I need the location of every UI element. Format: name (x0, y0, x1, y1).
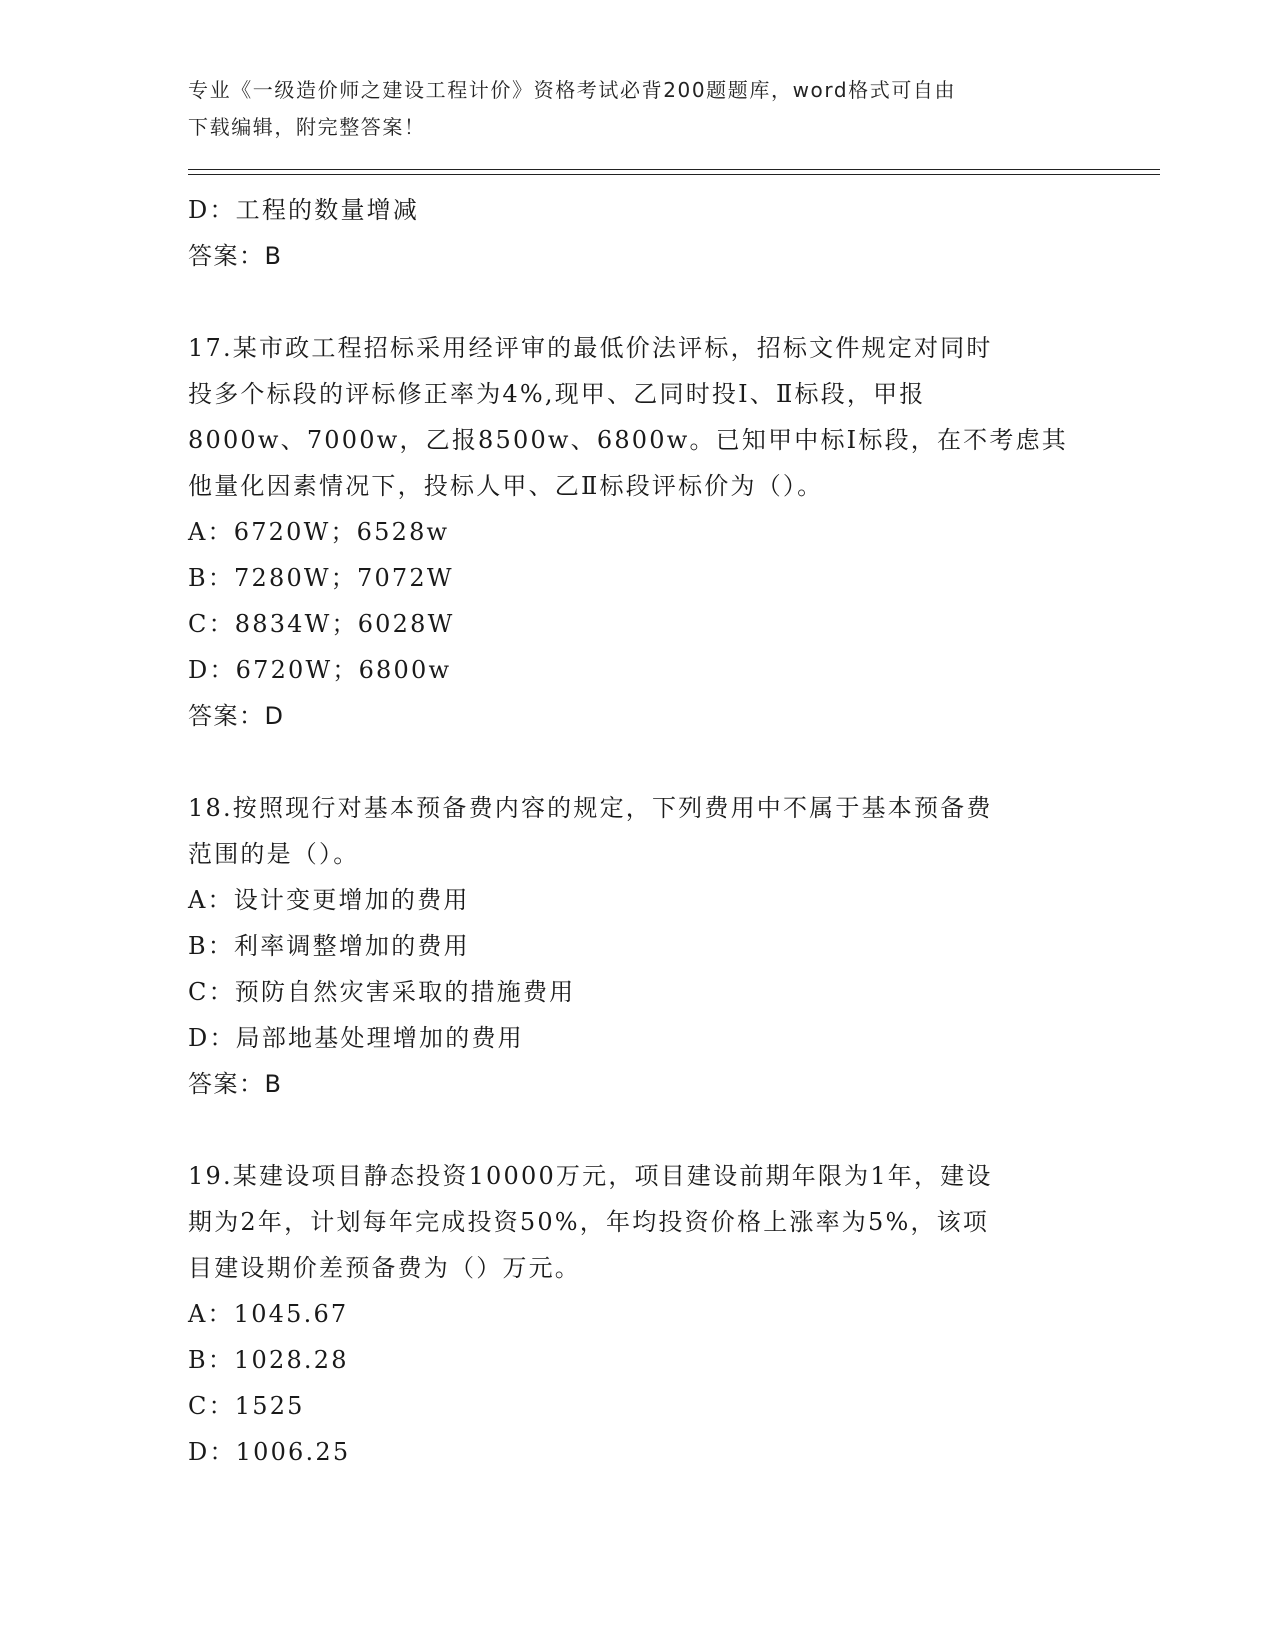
page-header (188, 72, 1088, 146)
question-stem-line: 17.某市政工程招标采用经评审的最低价法评标，招标文件规定对同时 (188, 334, 993, 362)
question-stem-line: 他量化因素情况下，投标人甲、乙Ⅱ标段评标价为（）。 (188, 472, 824, 500)
option-d: D：局部地基处理增加的费用 (188, 1024, 524, 1052)
header-line-1: 专业《一级造价师之建设工程计价》资格考试必背200题题库，word格式可自由 (188, 78, 957, 102)
option-c: C：预防自然灾害采取的措施费用 (188, 978, 576, 1006)
header-rule-top (188, 169, 1160, 170)
option-a: A：1045.67 (188, 1300, 349, 1328)
question-list (188, 187, 1088, 1475)
option-b: B：7280W；7072W (188, 564, 454, 592)
option-b: B：1028.28 (188, 1346, 349, 1374)
option-c: C：8834W；6028W (188, 610, 455, 638)
answer: 答案：B (188, 1070, 283, 1098)
question-18 (188, 785, 1088, 1107)
question-stem-line: 期为2年，计划每年完成投资50%，年均投资价格上涨率为5%，该项 (188, 1208, 990, 1236)
option-b: B：利率调整增加的费用 (188, 932, 470, 960)
option-d: D：6720W；6800w (188, 656, 452, 684)
header-line-2: 下载编辑，附完整答案！ (188, 115, 426, 139)
question-stem-line: 8000w、7000w，乙报8500w、6800w。已知甲中标Ⅰ标段，在不考虑其 (188, 426, 1068, 454)
option-a: A：设计变更增加的费用 (188, 886, 470, 914)
option-d: D：1006.25 (188, 1438, 351, 1466)
question-stem-line: 范围的是（）。 (188, 840, 360, 868)
question-19 (188, 1153, 1088, 1475)
header-rule-bottom (188, 174, 1160, 175)
question-stem-line: 目建设期价差预备费为（）万元。 (188, 1254, 581, 1282)
option-a: A：6720W；6528w (188, 518, 450, 546)
question-stem-line: 投多个标段的评标修正率为4%,现甲、乙同时投Ⅰ、Ⅱ标段，甲报 (188, 380, 926, 408)
question-stem-line: 18.按照现行对基本预备费内容的规定，下列费用中不属于基本预备费 (188, 794, 993, 822)
question-17 (188, 325, 1088, 739)
question-stem-line: 19.某建设项目静态投资10000万元，项目建设前期年限为1年，建设 (188, 1162, 993, 1190)
option-c: C：1525 (188, 1392, 305, 1420)
prev-option-d: D：工程的数量增减 (188, 196, 420, 224)
answer: 答案：D (188, 702, 285, 730)
prev-answer: 答案：B (188, 242, 283, 270)
